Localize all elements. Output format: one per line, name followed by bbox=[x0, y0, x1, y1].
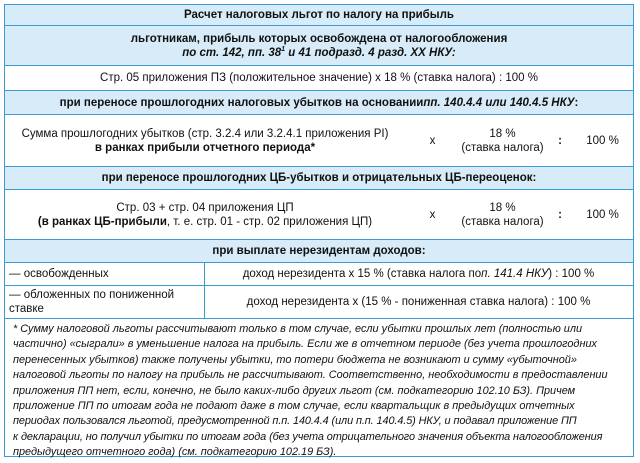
section3-left-line2-bold: (в ранках ЦБ-прибыли bbox=[37, 215, 167, 228]
section4-row-reduced bbox=[5, 286, 633, 319]
section1-formula-row bbox=[5, 66, 633, 91]
section3-colon: : bbox=[558, 208, 562, 221]
section1-header-line2 bbox=[182, 46, 456, 60]
section3-percent: 100 % bbox=[586, 208, 619, 221]
section1-formula: Стр. 05 приложения ПЗ (положительное значение) х 18 % (ставка налога) : 100 % bbox=[100, 72, 538, 84]
section4-row1-formula bbox=[205, 263, 632, 285]
section3-rate bbox=[460, 190, 545, 239]
section1-ref-prefix: по ст. 142, пп. 38 bbox=[182, 46, 282, 59]
section1-ref-suffix: и 41 подразд. 4 разд. XX НКУ: bbox=[285, 46, 456, 59]
footnote-line: предыдущего отчетного года) (см. подкатегорию 102.19 БЗ). bbox=[13, 446, 337, 459]
section3-header bbox=[5, 167, 633, 190]
section4-row2-label-line1: — обложенных по пониженной bbox=[9, 289, 175, 301]
section3-left-line2-rest: , т. е. стр. 01 - стр. 02 приложения ЦП) bbox=[166, 215, 373, 228]
table-title bbox=[5, 5, 633, 26]
section3-formula-row bbox=[5, 190, 633, 240]
footnote-line: перенесенных убытков) также получены убытки, то потери бюджета не возникают и сумму «убыточной» bbox=[13, 353, 577, 366]
footnote-line: налоговой льготы по налогу на прибыль не рассчитывают. Соответственно, необходимости в предоставлении bbox=[13, 369, 608, 382]
section1-header-line1: льготникам, прибыль которых освобождена от налогообложения bbox=[130, 32, 508, 45]
section3-left bbox=[5, 190, 405, 239]
footnote-line: приложение ПП по итогам года не подают даже в том случае, если квартальщик в предыдущих отчетных bbox=[13, 400, 575, 413]
section3-left-line2 bbox=[38, 215, 372, 229]
section2-left-line1: Сумма прошлогодних убытков (стр. 3.2.4 или 3.2.4.1 приложения РІ) bbox=[21, 127, 389, 140]
section2-header-text: при переносе прошлогодних налоговых убытков на основании bbox=[59, 96, 424, 109]
section1-ref-sup: 1 bbox=[281, 45, 286, 53]
section2-rate bbox=[460, 115, 545, 166]
section4-header bbox=[5, 240, 633, 263]
section2-left bbox=[5, 115, 405, 166]
section4-header-text: при выплате нерезидентам доходов: bbox=[212, 245, 426, 257]
section2-header-colon: : bbox=[574, 96, 579, 109]
footnote-line: частично) «сыграли» в уменьшение налога на прибыль. Если же в отчетном периоде (без учета прошлогодних bbox=[13, 338, 597, 351]
section4-row2-label bbox=[5, 286, 205, 318]
tax-benefits-table bbox=[4, 4, 634, 457]
section2-rate-value: 18 % bbox=[489, 127, 516, 140]
section1-header bbox=[5, 26, 633, 66]
section2-times-sign: х bbox=[429, 134, 436, 147]
section2-rate-note: (ставка налога) bbox=[461, 141, 544, 154]
section2-left-line2: в ранках прибыли отчетного периода* bbox=[94, 141, 316, 154]
section4-row-exempt bbox=[5, 263, 633, 286]
section3-times-sign: х bbox=[429, 208, 436, 221]
section4-row1-formula-suffix: ) : 100 % bbox=[548, 268, 595, 280]
section3-header-text: при переносе прошлогодних ЦБ-убытков и отрицательных ЦБ-переоценок: bbox=[101, 172, 537, 184]
section2-formula-row bbox=[5, 115, 633, 167]
section2-header bbox=[5, 91, 633, 115]
footnote bbox=[13, 322, 629, 461]
footnote-line: к декларации, но получил убытки по итогам года (без учета отрицательного значения объекта налогообложения bbox=[13, 430, 603, 443]
section2-colon: : bbox=[558, 134, 562, 147]
section4-row1-label: — освобожденных bbox=[5, 263, 205, 285]
section4-row2-label-line2: ставке bbox=[9, 303, 44, 315]
section3-rate-note: (ставка налога) bbox=[461, 215, 544, 228]
footnote-line: * Сумму налоговой льготы рассчитывают только в том случае, если убытки прошлых лет (полностью или bbox=[13, 323, 583, 335]
section4-row2-formula: доход нерезидента х (15 % - пониженная ставка налога) : 100 % bbox=[246, 296, 591, 308]
section3-left-line1: Стр. 03 + стр. 04 приложения ЦП bbox=[116, 201, 294, 214]
footnote-line: приложения ПП нет, если, конечно, не было каких-либо других льгот (см. подкатегорию 102.10 БЗ). Причем bbox=[13, 384, 576, 397]
title-text: Расчет налоговых льгот по налогу на прибыль bbox=[184, 9, 454, 21]
section3-rate-value: 18 % bbox=[489, 201, 516, 214]
section2-header-ref: пп. 140.4.4 или 140.4.5 НКУ bbox=[423, 96, 575, 109]
section4-row1-formula-prefix: доход нерезидента х 15 % (ставка налога по bbox=[242, 268, 482, 280]
footnote-line: периодах пользовался льготой, предусмотренной п.п. 140.4.4 (или п.п. 140.4.5) НКУ, и подавал приложение ПП bbox=[13, 415, 577, 428]
section2-percent: 100 % bbox=[586, 134, 619, 147]
section4-row1-formula-ref: п. 141.4 НКУ bbox=[481, 268, 549, 280]
